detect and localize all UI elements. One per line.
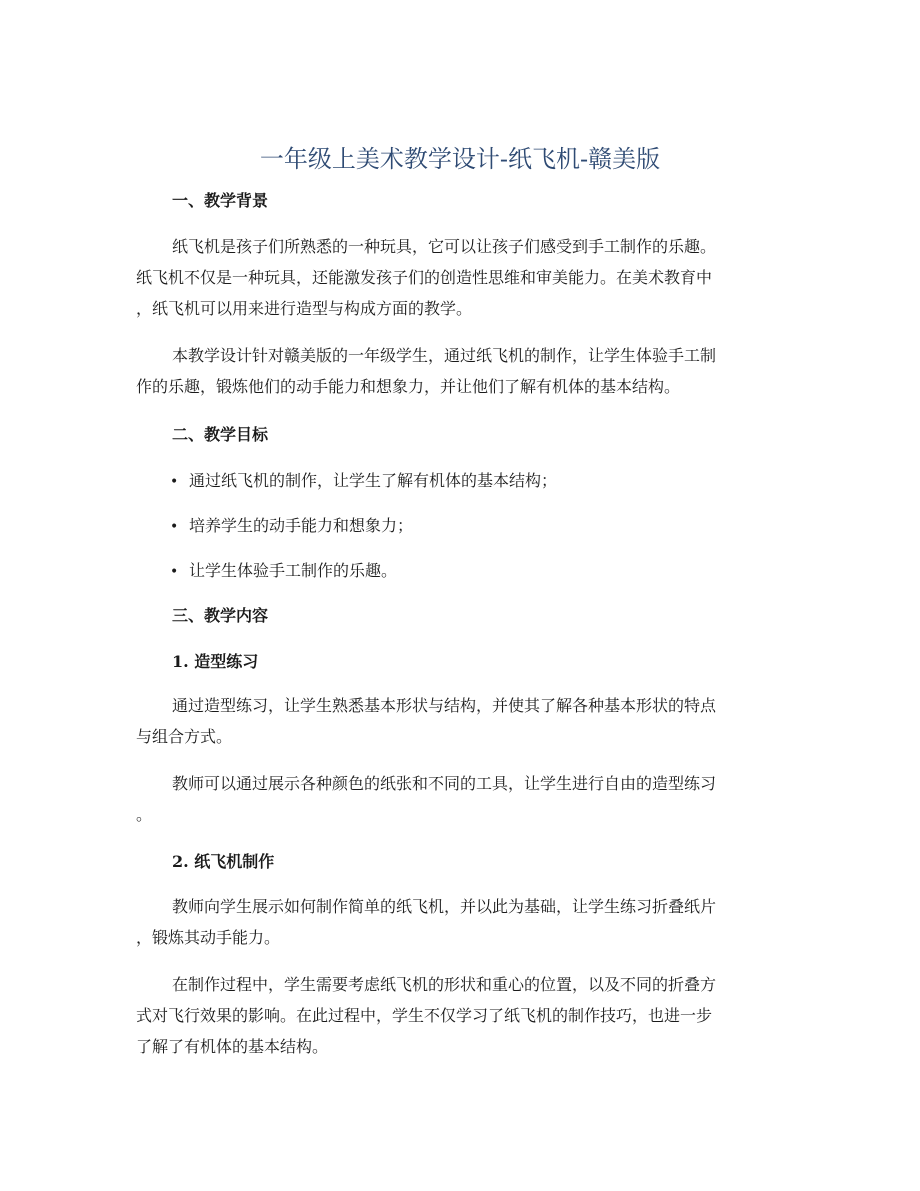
bullet-icon: • [170,519,179,535]
text-line: 在制作过程中，学生需要考虑纸飞机的形状和重心的位置，以及不同的折叠方 [172,975,717,994]
text-line: 与组合方式。 [136,727,233,746]
section-heading-background: 一、教学背景 [172,191,269,210]
subsection-heading-plane-making: 2. 纸飞机制作 [172,852,275,871]
goal-list-item [170,555,790,588]
text-line: 通过造型练习，让学生熟悉基本形状与结构，并使其了解各种基本形状的特点 [172,696,717,715]
text-line: 本教学设计针对赣美版的一年级学生，通过纸飞机的制作，让学生体验手工制 [172,346,717,365]
plane-making-paragraph-2 [136,969,786,1062]
text-line: 了解了有机体的基本结构。 [136,1037,329,1056]
text-line: 纸飞机是孩子们所熟悉的一种玩具，它可以让孩子们感受到手工制作的乐趣。 [172,237,717,256]
text-line: ，纸飞机可以用来进行造型与构成方面的教学。 [136,299,473,318]
text-line: 式对飞行效果的影响。在此过程中，学生不仅学习了纸飞机的制作技巧，也进一步 [136,1006,713,1025]
text-line: ，锻炼其动手能力。 [136,928,281,947]
goal-list-item [170,465,790,498]
section-heading-content: 三、教学内容 [172,606,269,625]
text-line: 纸飞机不仅是一种玩具，还能激发孩子们的创造性思维和审美能力。在美术教育中 [136,268,713,287]
goal-text: 让学生体验手工制作的乐趣。 [189,561,398,580]
bullet-icon: • [170,564,179,580]
goal-text: 培养学生的动手能力和想象力； [189,516,414,535]
shaping-paragraph-2 [136,768,786,830]
text-line: 。 [136,805,153,824]
bullet-icon: • [170,474,179,490]
goal-text: 通过纸飞机的制作，让学生了解有机体的基本结构； [189,471,558,490]
text-line: 教师可以通过展示各种颜色的纸张和不同的工具，让学生进行自由的造型练习 [172,774,717,793]
subsection-heading-shaping: 1. 造型练习 [172,652,259,671]
shaping-paragraph-1 [136,690,786,752]
background-paragraph-1 [136,231,786,324]
section-heading-goals: 二、教学目标 [172,425,269,444]
goal-list-item [170,510,790,543]
background-paragraph-2 [136,340,786,402]
text-line: 作的乐趣，锻炼他们的动手能力和想象力，并让他们了解有机体的基本结构。 [136,377,681,396]
text-line: 教师向学生展示如何制作简单的纸飞机，并以此为基础，让学生练习折叠纸片 [172,897,717,916]
document-title: 一年级上美术教学设计-纸飞机-赣美版 [259,145,661,173]
plane-making-paragraph-1 [136,891,786,953]
